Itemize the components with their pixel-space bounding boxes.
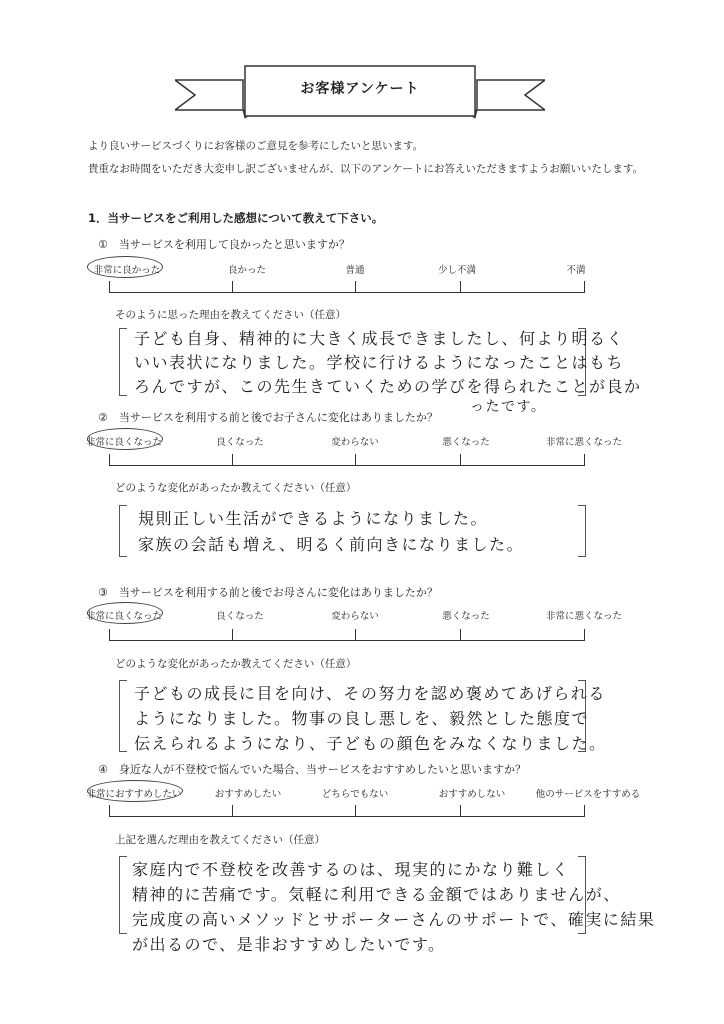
q3-option-5[interactable]: 非常に悪くなった: [545, 611, 623, 622]
q2-tick: [355, 454, 356, 466]
q4-tick: [584, 805, 585, 817]
question-3-text: ③ 当サービスを利用する前と後でお母さんに変化はありましたか？: [98, 586, 438, 599]
q4-answer-line: が出るので、是非おすすめしたいです。: [132, 935, 446, 954]
question-2-text: ② 当サービスを利用する前と後でお子さんに変化はありましたか？: [98, 411, 438, 424]
q1-tick: [355, 281, 356, 293]
q4-option-4[interactable]: おすすめしない: [438, 789, 506, 800]
q1-option-4[interactable]: 少し不満: [437, 265, 477, 276]
q1-answer-line: ったです。: [470, 399, 547, 415]
q4-answer-bracket-left: [119, 856, 127, 934]
question-1-text: ① 当サービスを利用して良かったと思いますか？: [98, 238, 350, 251]
q2-option-2[interactable]: 良くなった: [216, 437, 264, 448]
q4-followup-label: 上記を選んだ理由を教えてください（任意）: [115, 834, 325, 846]
q2-tick: [584, 454, 585, 466]
q4-answer-line: 精神的に苦痛です。気軽に利用できる金額ではありませんが、: [132, 885, 621, 904]
q1-option-2[interactable]: 良かった: [227, 265, 267, 276]
q4-tick: [460, 805, 461, 817]
q2-option-3[interactable]: 変わらない: [331, 437, 379, 448]
q3-option-1[interactable]: 非常に良くなった: [85, 611, 163, 622]
q3-option-2[interactable]: 良くなった: [216, 611, 264, 622]
q4-option-3[interactable]: どちらでもない: [321, 789, 389, 800]
q4-option-2[interactable]: おすすめしたい: [214, 789, 282, 800]
q1-answer-bracket-left: [119, 328, 127, 396]
question-4-text: ④ 身近な人が不登校で悩んでいた場合、当サービスをおすすめしたいと思いますか？: [98, 763, 526, 776]
q1-option-5[interactable]: 不満: [566, 265, 586, 276]
intro-line-1: より良いサービスづくりにお客様のご意見を参考にしたいと思います。: [88, 140, 424, 152]
q3-followup-label: どのような変化があったか教えてください（任意）: [115, 658, 357, 670]
q2-answer-line: 規則正しい生活ができるようになりました。: [138, 509, 489, 528]
q1-scale-line: [109, 292, 585, 293]
q1-tick: [460, 281, 461, 293]
q3-option-3[interactable]: 変わらない: [331, 611, 379, 622]
q2-tick: [232, 454, 233, 466]
q2-option-1[interactable]: 非常に良くなった: [85, 437, 163, 448]
q3-answer-bracket-left: [119, 680, 127, 752]
q3-tick: [355, 629, 356, 641]
q4-answer-line: 家庭内で不登校を改善するのは、現実的にかなり難しく: [132, 860, 570, 879]
q2-tick: [109, 454, 110, 466]
q2-answer-bracket-left: [119, 505, 127, 557]
q2-scale-line: [109, 465, 585, 466]
q1-tick: [584, 281, 585, 293]
q2-option-4[interactable]: 悪くなった: [442, 437, 490, 448]
q1-tick: [232, 281, 233, 293]
q1-tick: [109, 281, 110, 293]
q4-tick: [355, 805, 356, 817]
q4-scale-line: [109, 816, 585, 817]
q4-option-5[interactable]: 他のサービスをすすめる: [535, 789, 641, 800]
q2-answer-line: 家族の会話も増え、明るく前向きになりました。: [138, 535, 524, 554]
q4-answer-line: 完成度の高いメソッドとサポーターさんのサポートで、確実に結果: [132, 910, 656, 929]
q4-option-1[interactable]: 非常におすすめしたい: [86, 789, 182, 800]
q3-scale-line: [109, 640, 585, 641]
q3-tick: [232, 629, 233, 641]
q1-option-3[interactable]: 普通: [345, 265, 365, 276]
page-title: お客様アンケート: [300, 81, 420, 97]
intro-line-2: 貴重なお時間をいただき大変申し訳ございませんが、以下のアンケートにお答えいただきますようお願いいたします。: [88, 163, 644, 175]
q2-answer-bracket-right: [578, 505, 586, 557]
q1-followup-label: そのように思った理由を教えてください（任意）: [115, 309, 346, 321]
q1-answer-line: いい表状になりました。学校に行けるようになったことはもち: [134, 353, 625, 372]
q2-followup-label: どのような変化があったか教えてください（任意）: [115, 482, 357, 494]
q3-tick: [460, 629, 461, 641]
q3-tick: [584, 629, 585, 641]
q4-tick: [109, 805, 110, 817]
q4-tick: [232, 805, 233, 817]
q3-answer-line: 伝えられるようになり、子どもの顔色をみなくなりました。: [134, 734, 607, 753]
section-title: 1．当サービスをご利用した感想について教えて下さい。: [88, 211, 384, 225]
q1-answer-line: 子ども自身、精神的に大きく成長できましたし、何より明るく: [134, 329, 625, 348]
q1-answer-line: ろんですが、この先生きていくための学びを得られたことが良か: [134, 377, 642, 396]
q3-answer-line: 子どもの成長に目を向け、その努力を認め褒めてあげられる: [134, 684, 606, 703]
q3-option-4[interactable]: 悪くなった: [442, 611, 490, 622]
q2-tick: [460, 454, 461, 466]
q2-option-5[interactable]: 非常に悪くなった: [545, 437, 623, 448]
q1-option-1[interactable]: 非常に良かった: [93, 265, 161, 276]
q3-tick: [109, 629, 110, 641]
q3-answer-line: ようになりました。物事の良し悪しを、毅然とした態度で: [134, 709, 590, 728]
